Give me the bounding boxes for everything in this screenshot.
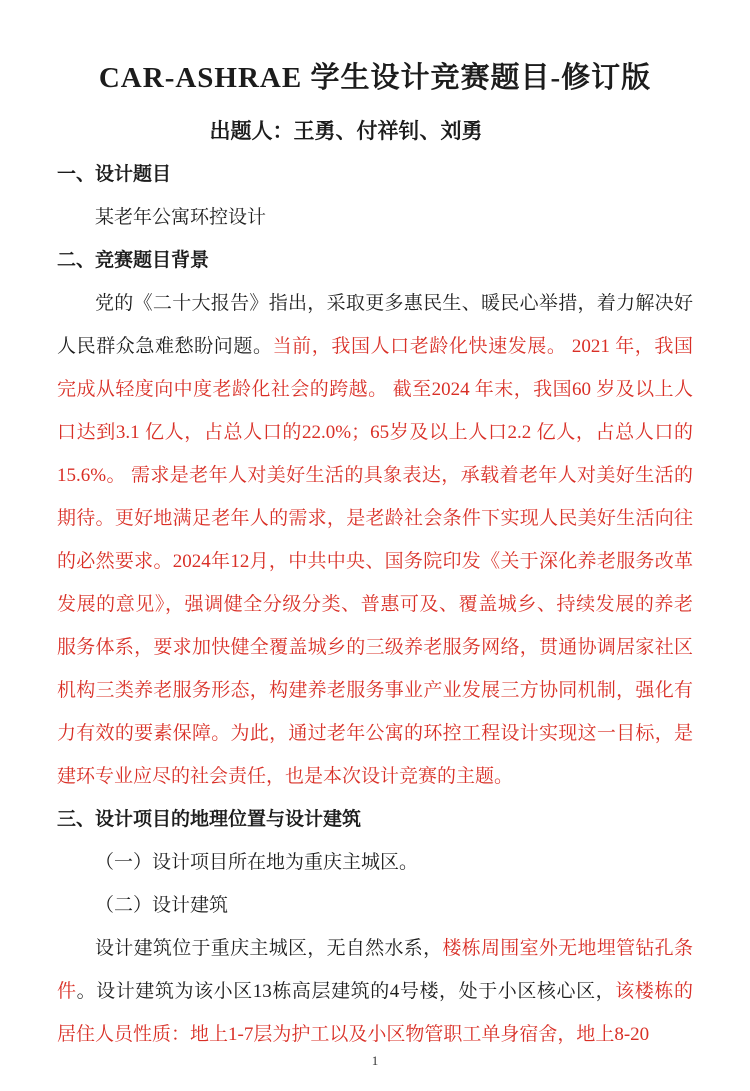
heading-section-2-background: 二、竞赛题目背景	[57, 250, 210, 271]
heading-section-1-design-topic: 一、设计题目	[57, 164, 172, 185]
paragraph-background	[57, 282, 693, 798]
paragraph-design-building	[57, 927, 693, 1056]
text-run-black: 党的《二十大报告》指出，采取更多惠民生、暖民心举措，着力解决好人民群众急难愁盼问题。	[57, 293, 693, 357]
byline-authors: 出题人：王勇、付祥钊、刘勇	[209, 120, 483, 143]
paragraph-location-item-2: （二）设计建筑	[95, 895, 229, 916]
paragraph-location-item-1: （一）设计项目所在地为重庆主城区。	[95, 852, 419, 873]
document-title: CAR-ASHRAE 学生设计竞赛题目-修订版	[98, 62, 652, 94]
heading-section-3-location-building: 三、设计项目的地理位置与设计建筑	[57, 809, 362, 830]
paragraph-design-topic: 某老年公寓环控设计	[95, 207, 267, 228]
text-run-red: 楼栋周围室外无地埋管钻孔条件	[57, 938, 693, 1002]
text-run-black: 设计建筑位于重庆主城区，无自然水系，	[95, 938, 443, 959]
page-number: 1	[371, 1053, 379, 1068]
text-run-black: 。设计建筑为该小区13栋高层建筑的4号楼，处于小区核心区，	[76, 981, 616, 1002]
text-run-red: 当前，我国人口老龄化快速发展。 2021 年，我国完成从轻度向中度老龄化社会的跨越。 截至2024 年末，我国60 岁及以上人口达到3.1 亿人，占总人口的22.0%；65岁及以上人口2.2 亿人，占总人口的15.6%。 需求是老年人对美好生活的具象表达，承载着老年人对美好生活的期待。更好地满足老年人的需求，是老龄社会条件下实现人民美好生活向往的必然要求。2024年12月，中共中央、国务院印发《关于深化养老服务改革发展的意见》，强调健全分级分类、普惠可及、覆盖城乡、持续发展的养老服务体系，要求加快健全覆盖城乡的三级养老服务网络，贯通协调居家社区机构三类养老服务形态，构建养老服务事业产业发展三方协同机制，强化有力有效的要素保障。为此，通过老年公寓的环控工程设计实现这一目标，是建环专业应尽的社会责任，也是本次设计竞赛的主题。	[57, 336, 693, 787]
text-run-red: 该楼栋的居住人员性质：地上1-7层为护工以及小区物管职工单身宿舍，地上8-20	[57, 981, 693, 1045]
